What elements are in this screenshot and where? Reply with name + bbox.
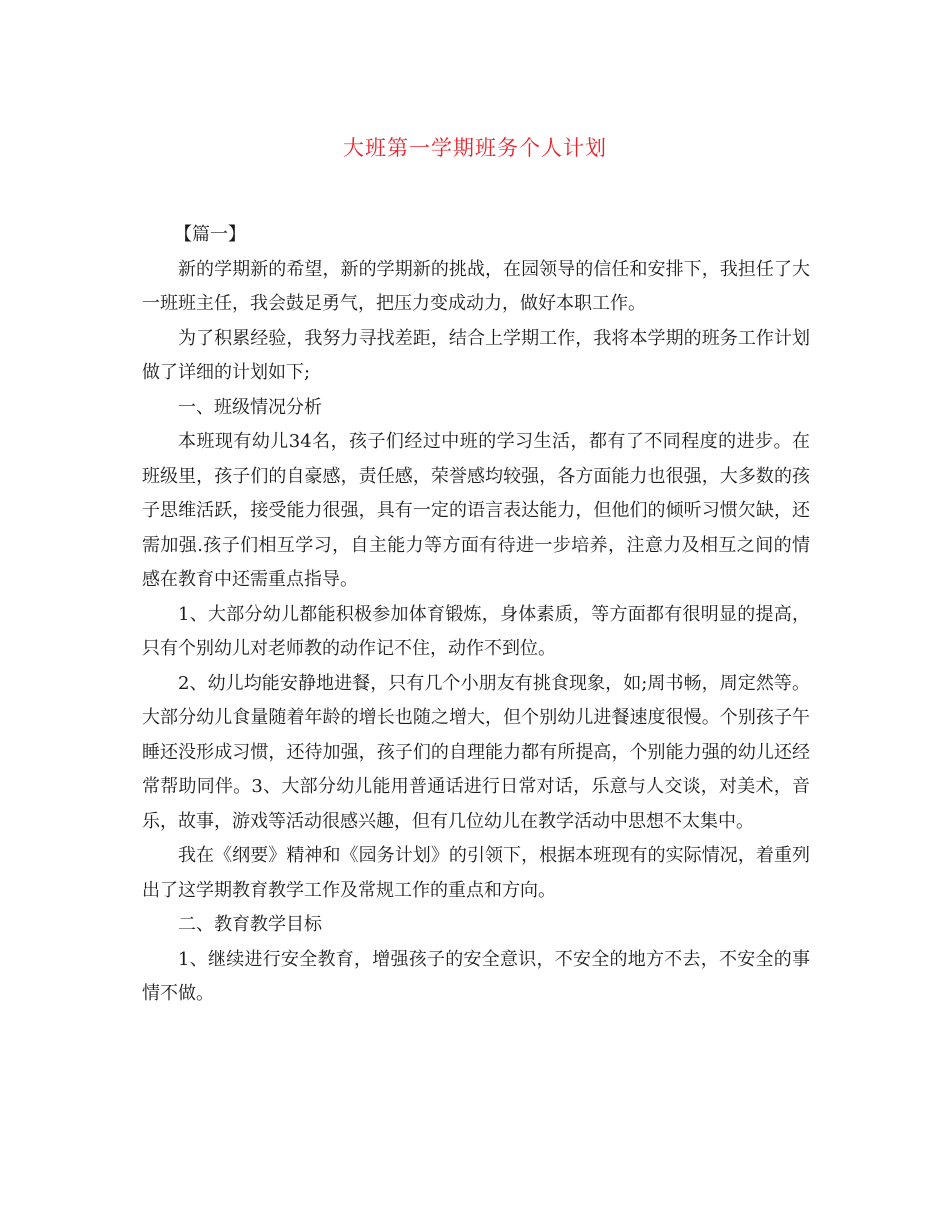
heading-teaching-goals: 二、教育教学目标 [178, 914, 322, 935]
heading-class-analysis: 一、班级情况分析 [178, 396, 322, 418]
paragraph-class-situation: 本班现有幼儿34名，孩子们经过中班的学习生活，都有了不同程度的进步。在班级里，孩子们的自豪感，责任感，荣誉感均较强，各方面能力也很强，大多数的孩子思维活跃，接受能力很强，具有一定的语言表达能力，但他们的倾听习惯欠缺，还需加强.孩子们相互学习，自主能力等方面有待进一步培养，注意力及相互之间的情感在教育中还需重点指导。 [142, 431, 810, 590]
paragraph-plan: 为了积累经验，我努力寻找差距，结合上学期工作，我将本学期的班务工作计划做了详细的计划如下; [142, 327, 810, 383]
document-body [142, 218, 810, 1012]
section-label: 【篇一】 [174, 224, 246, 245]
paragraph-intro: 新的学期新的希望，新的学期新的挑战，在园领导的信任和安排下，我担任了大一班班主任，我会鼓足勇气，把压力变成动力，做好本职工作。 [142, 258, 810, 314]
paragraph-guidance: 我在《纲要》精神和《园务计划》的引领下，根据本班现有的实际情况，着重列出了这学期教育教学工作及常规工作的重点和方向。 [142, 845, 810, 901]
paragraph-item-2-3: 2、幼儿均能安静地进餐，只有几个小朋友有挑食现象，如;周书畅，周定然等。大部分幼儿食量随着年龄的增长也随之增大，但个别幼儿进餐速度很慢。个别孩子午睡还没形成习惯，还待加强，孩子们的自理能力都有所提高，个别能力强的幼儿还经常帮助同伴。3、大部分幼儿能用普通话进行日常对话，乐意与人交谈，对美术，音乐，故事，游戏等活动很感兴趣，但有几位幼儿在教学活动中思想不太集中。 [142, 672, 810, 832]
paragraph-item-1: 1、大部分幼儿都能积极参加体育锻炼，身体素质，等方面都有很明显的提高，只有个别幼儿对老师教的动作记不住，动作不到位。 [142, 603, 810, 659]
document-title: 大班第一学期班务个人计划 [343, 136, 607, 160]
paragraph-goal-1: 1、继续进行安全教育，增强孩子的安全意识，不安全的地方不去，不安全的事情不做。 [142, 948, 810, 1004]
